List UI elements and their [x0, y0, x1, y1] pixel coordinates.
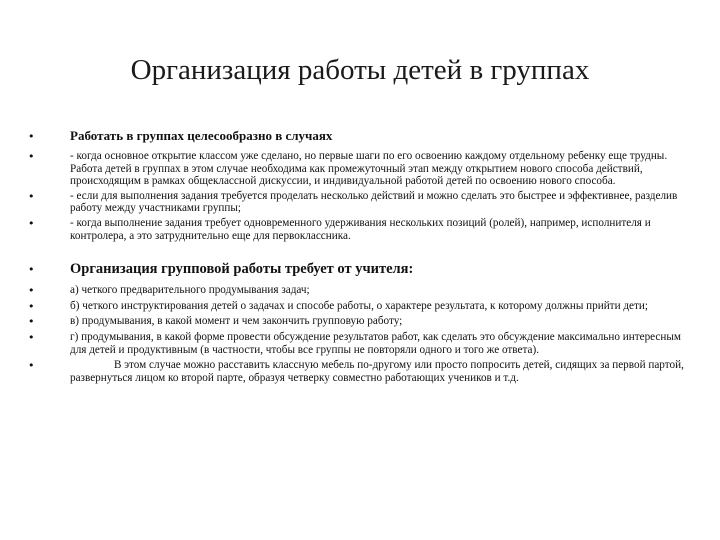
list-item-text: а) четкого предварительного продумывания задач; [70, 284, 310, 297]
list-item-text: б) четкого инструктирования детей о задачах и способе работы, о характере результата, к которому должны прийти дети; [70, 299, 648, 312]
list-item [26, 260, 690, 278]
bullet-list [26, 128, 690, 384]
list-item [26, 150, 690, 188]
slide-title: Организация работы детей в группах [130, 54, 590, 86]
bullet-icon: • [28, 150, 35, 163]
list-item-text: г) продумывания, в какой форме провести обсуждение результатов работ, как сделать это обсуждение максимально интересным для детей и продуктивным (в частности, чтобы все группы не повторяли одного и того же ответа). [70, 330, 681, 356]
list-item [26, 300, 690, 313]
list-item-text-body: В этом случае можно расставить классную мебель по-другому или просто попросить детей, сидящих за первой партой, развернуться лицом ко второй парте, образуя четверку совместно работающих учеников и т.д. [70, 359, 684, 384]
list-item [26, 315, 690, 328]
list-item-text: - если для выполнения задания требуется проделать несколько действий и можно сделать это быстрее и эффективнее, разделив работу между участниками группы; [70, 189, 678, 215]
bullet-icon: • [28, 189, 35, 203]
bullet-icon: • [28, 315, 35, 329]
list-item [26, 128, 690, 144]
list-item [26, 284, 690, 297]
list-item [26, 217, 690, 242]
list-item-text: - когда основное открытие классом уже сделано, но первые шаги по его освоению каждому отдельному ребенку еще трудны. Работа детей в группах в этом случае необходима как промежуточный этап между открытием нового способа действий, происходящим в рамках общеклассной дискуссии, и индивидуальной работой детей по освоению нового способа. [70, 150, 668, 188]
list-item-text [70, 359, 690, 384]
list-item-text: - когда выполнение задания требует одновременного удерживания нескольких позиций (ролей), например, исполнителя и контролера, а это затруднительно еще для первоклассника. [70, 216, 651, 242]
bullet-icon: • [28, 263, 35, 277]
bullet-icon: • [28, 284, 35, 298]
section-heading: Работать в группах целесообразно в случаях [70, 128, 333, 143]
bullet-icon: • [28, 359, 35, 373]
section-heading: Организация групповой работы требует от учителя: [70, 261, 414, 278]
list-item [26, 190, 690, 215]
bullet-icon: • [28, 330, 35, 344]
list-item-text: в) продумывания, в какой момент и чем закончить групповую работу; [70, 315, 403, 328]
bullet-icon: • [28, 130, 35, 143]
bullet-icon: • [28, 216, 35, 230]
list-item [26, 331, 690, 356]
bullet-icon: • [28, 299, 35, 313]
list-item [26, 359, 690, 384]
